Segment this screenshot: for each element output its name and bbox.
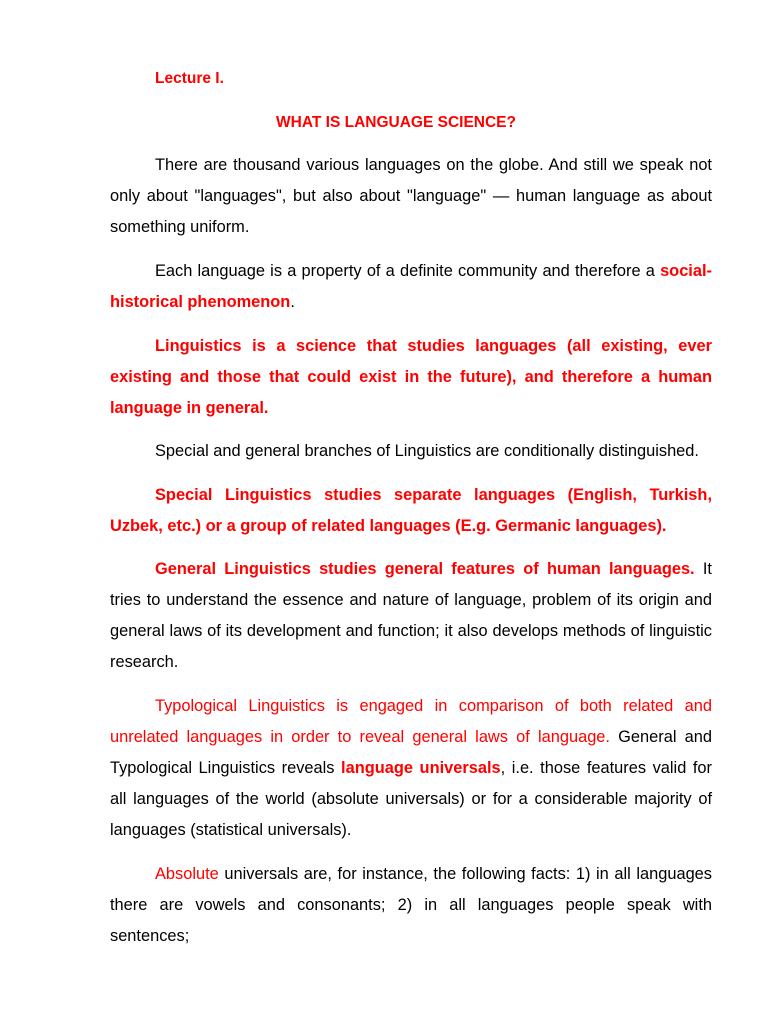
paragraph-special-linguistics: Special Linguistics studies separate languages (English, Turkish, Uzbek, etc.) or a group of related languages (E.g. Germanic languages).	[110, 486, 712, 535]
paragraph-intro: There are thousand various languages on the globe. And still we speak not only about "languages", but also about "language" — human language as about something uniform.	[110, 156, 712, 236]
paragraph-text: General and Typological Linguistics reveals	[110, 728, 712, 777]
highlight-term: Absolute	[155, 865, 219, 883]
paragraph-text: .	[290, 293, 295, 311]
paragraph-text: Each language is a property of a definite community and therefore a	[155, 262, 661, 280]
paragraph-branches: Special and general branches of Linguistics are conditionally distinguished.	[155, 442, 699, 460]
paragraph-linguistics-definition: Linguistics is a science that studies languages (all existing, ever existing and those that could exist in the future), and therefore a human language in general.	[110, 337, 712, 417]
paragraph-absolute-universals	[110, 859, 712, 952]
lecture-label: Lecture I.	[155, 70, 224, 87]
highlight-term: language universals	[341, 759, 501, 777]
page-title: WHAT IS LANGUAGE SCIENCE?	[276, 114, 516, 131]
paragraph-text: universals are, for instance, the following facts: 1) in all languages there are vowels and consonants; 2) in all languages people speak with sentences;	[110, 865, 712, 945]
paragraph-text: It tries to understand the essence and nature of language, problem of its origin and general laws of its development and function; it also develops methods of linguistic research.	[110, 560, 712, 671]
highlight-sentence: General Linguistics studies general features of human languages.	[155, 560, 695, 578]
highlight-sentence: Typological Linguistics is engaged in comparison of both related and unrelated languages in order to reveal general laws of language.	[110, 697, 712, 746]
paragraph-typological-linguistics	[110, 691, 712, 846]
paragraph-text: , i.e. those features valid for all languages of the world (absolute universals) or for a considerable majority of languages (statistical universals).	[110, 759, 712, 839]
paragraph-general-linguistics	[110, 554, 712, 678]
paragraph-community	[110, 256, 712, 318]
highlight-term: social-historical phenomenon	[110, 262, 712, 311]
